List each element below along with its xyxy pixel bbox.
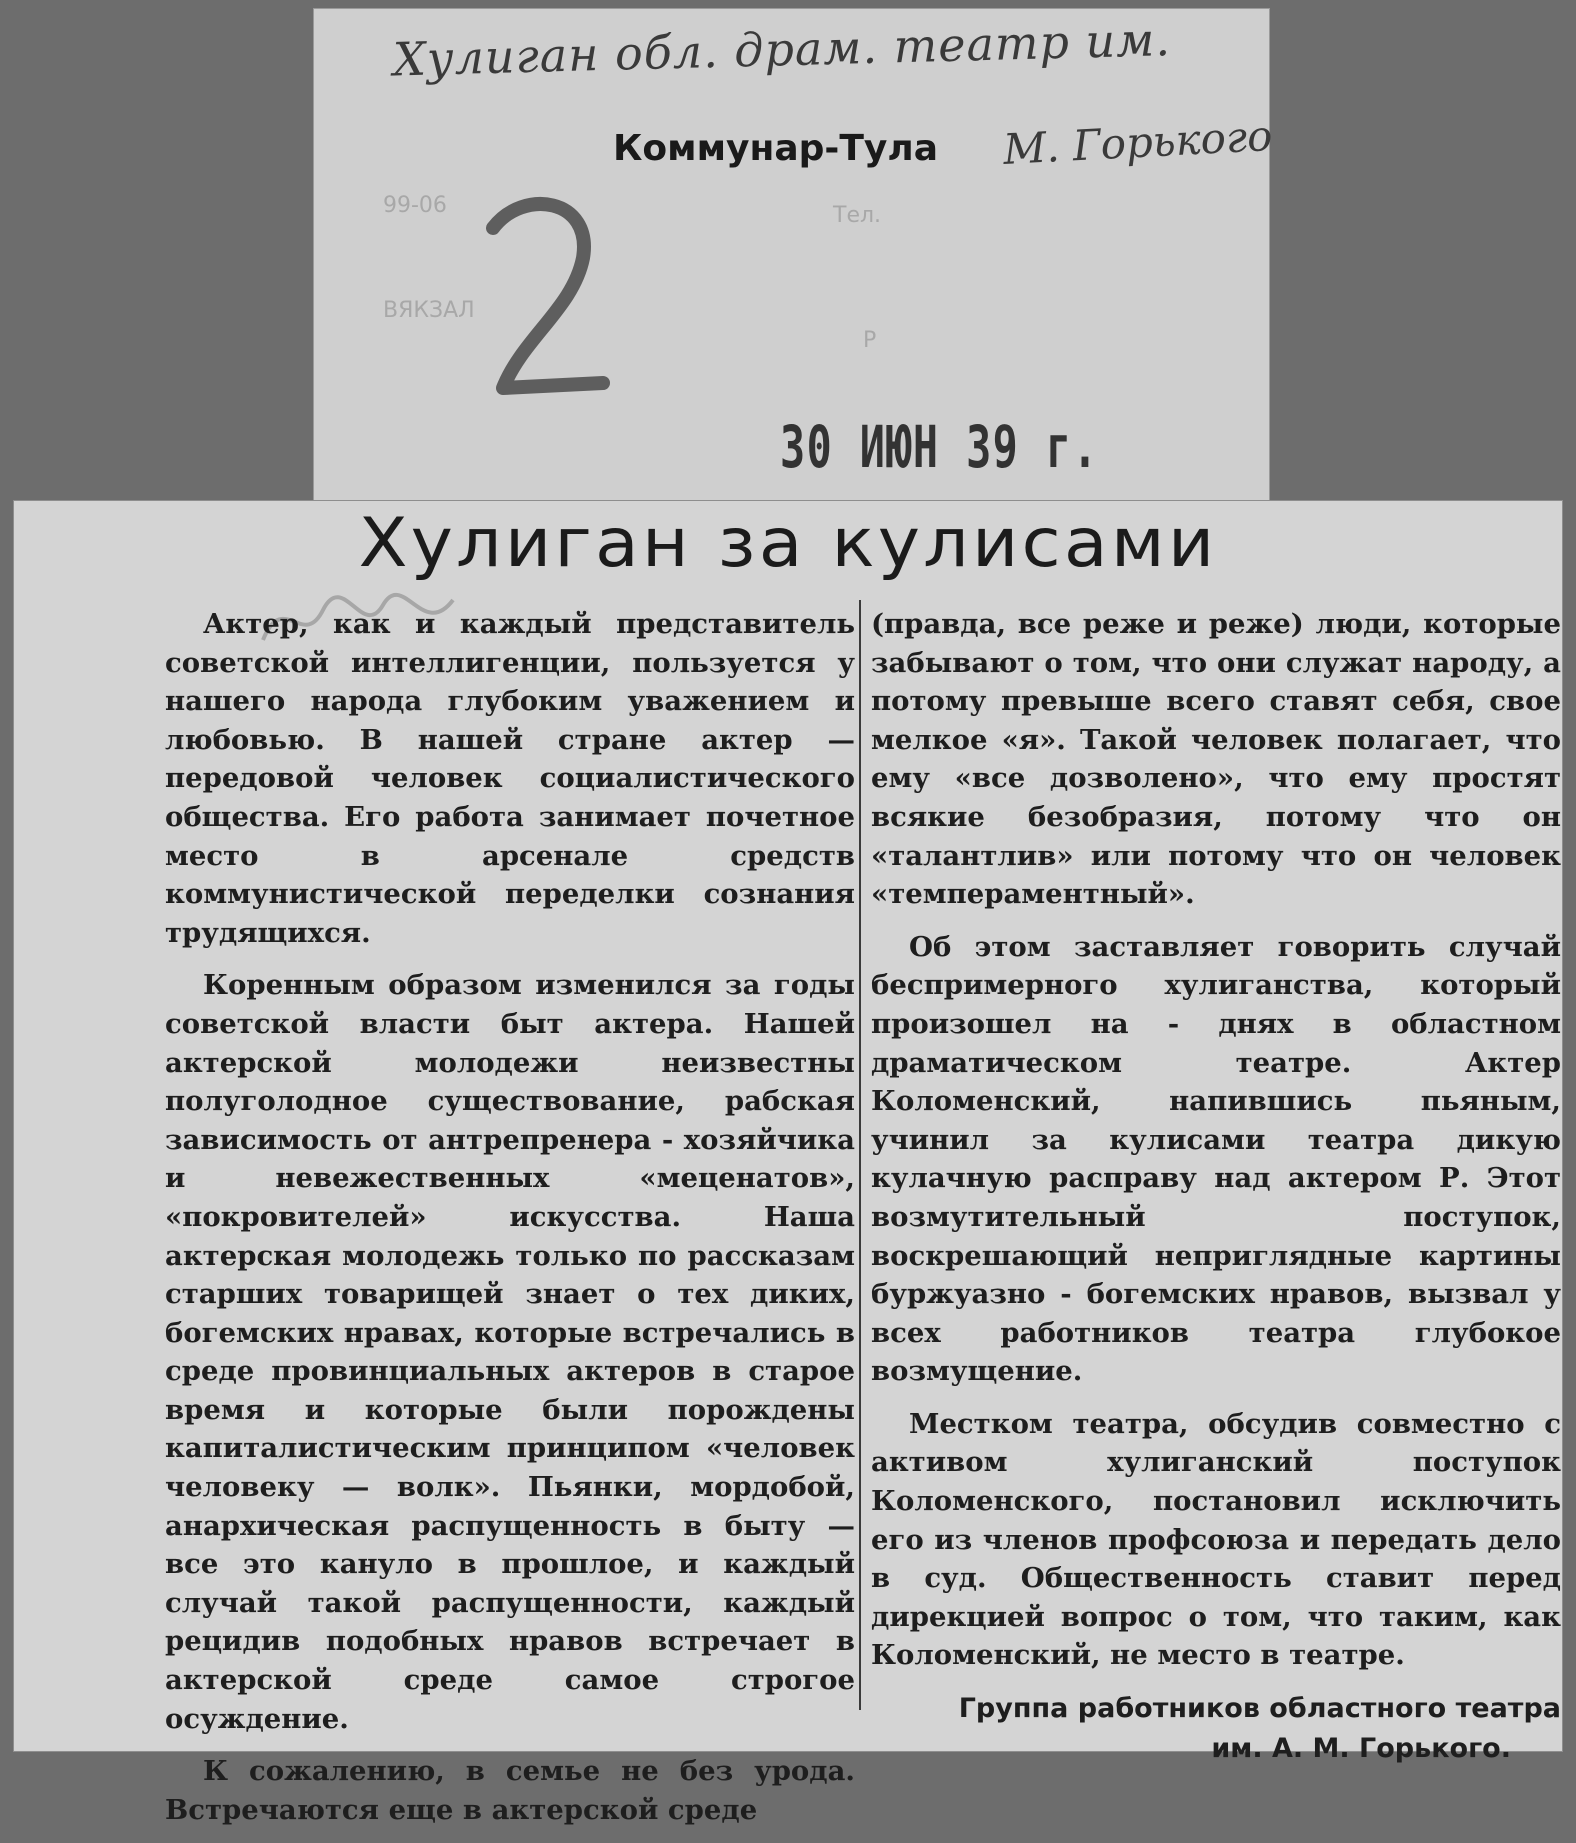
article-paragraph: Актер, как и каждый представитель советской интеллигенции, пользуется у нашего народа глубоким уважением и любовью. В нашей стране актер — передовой человек социалистического общества. Его работа занимает почетное место в арсенале средств коммунистической переделки сознания трудящихся. [165, 608, 855, 949]
article-paragraph: К сожалению, в семье не без урода. Встречаются еще в актерской среде [165, 1755, 855, 1826]
date-stamp: 30 ИЮН 39 г. [780, 413, 1099, 481]
show-through-print: Тел. [833, 203, 882, 228]
article-clipping [13, 500, 1563, 1826]
handwritten-note: Хулиган обл. драм. театр им. [392, 12, 1172, 87]
clipping-label-slip [313, 8, 1274, 508]
signature-line: им. А. М. Горького. [1211, 1733, 1511, 1765]
show-through-print: ВЯКЗАЛ [383, 298, 475, 323]
handwritten-number-mark [463, 188, 623, 408]
article-headline: Хулиган за кулисами [358, 504, 1218, 583]
article-signature [871, 1689, 1561, 1769]
article-paragraph: Местком театра, обсудив совместно с активом хулиганский поступок Коломенского, постановил исключить его из членов профсоюза и передать дело в суд. Общественность ставит перед дирекцией вопрос о том, что таким, как Коломенский, не место в театре. [871, 1407, 1561, 1672]
article-paragraph-continued: (правда, все реже и реже) люди, которые забывают о том, что они служат народу, а потому превыше всего ставят себя, свое мелкое «я». Такой человек полагает, что ему «все дозволено», что ему простят всякие безобразия, потому что он «талантлив» или потому что он человек «темпераментный». [871, 608, 1561, 911]
handwritten-author-note: М. Горького [1001, 110, 1274, 175]
article-paragraph: Коренным образом изменился за годы советской власти быт актера. Нашей актерской молодежи неизвестны полуголодное существование, рабская зависимость от антрепренера - хозяйчика и невежественных «меценатов», «покровителей» искусства. Наша актерская молодежь только по рассказам старших товарищей знает о тех диких, богемских нравах, которые встречались в среде провинциальных актеров в старое время и которые были порождены капиталистическим принципом «человек человеку — волк». Пьянки, мордобой, анархическая распущенность в быту — все это кануло в прошлое, и каждый случай такой распущенности, каждый рецидив подобных нравов встречает в актерской среде самое строгое осуждение. [165, 969, 855, 1735]
show-through-print: Р [863, 328, 877, 353]
show-through-print: 99-06 [383, 193, 447, 218]
column-divider [859, 600, 861, 1710]
article-paragraph: Об этом заставляет говорить случай беспримерного хулиганства, который произошел на - днях в областном драматическом театре. Актер Коломенский, напившись пьяным, учинил за кулисами театра дикую кулачную расправу над актером Р. Этот возмутительный поступок, воскрешающий неприглядные картины буржуазно - богемских нравов, вызвал у всех работников театра глубокое возмущение. [871, 930, 1561, 1388]
signature-line: Группа работников областного театра [958, 1693, 1561, 1725]
article-column-left [165, 605, 855, 1843]
newspaper-name: Коммунар-Тула [613, 128, 939, 169]
article-column-right [871, 605, 1561, 1783]
